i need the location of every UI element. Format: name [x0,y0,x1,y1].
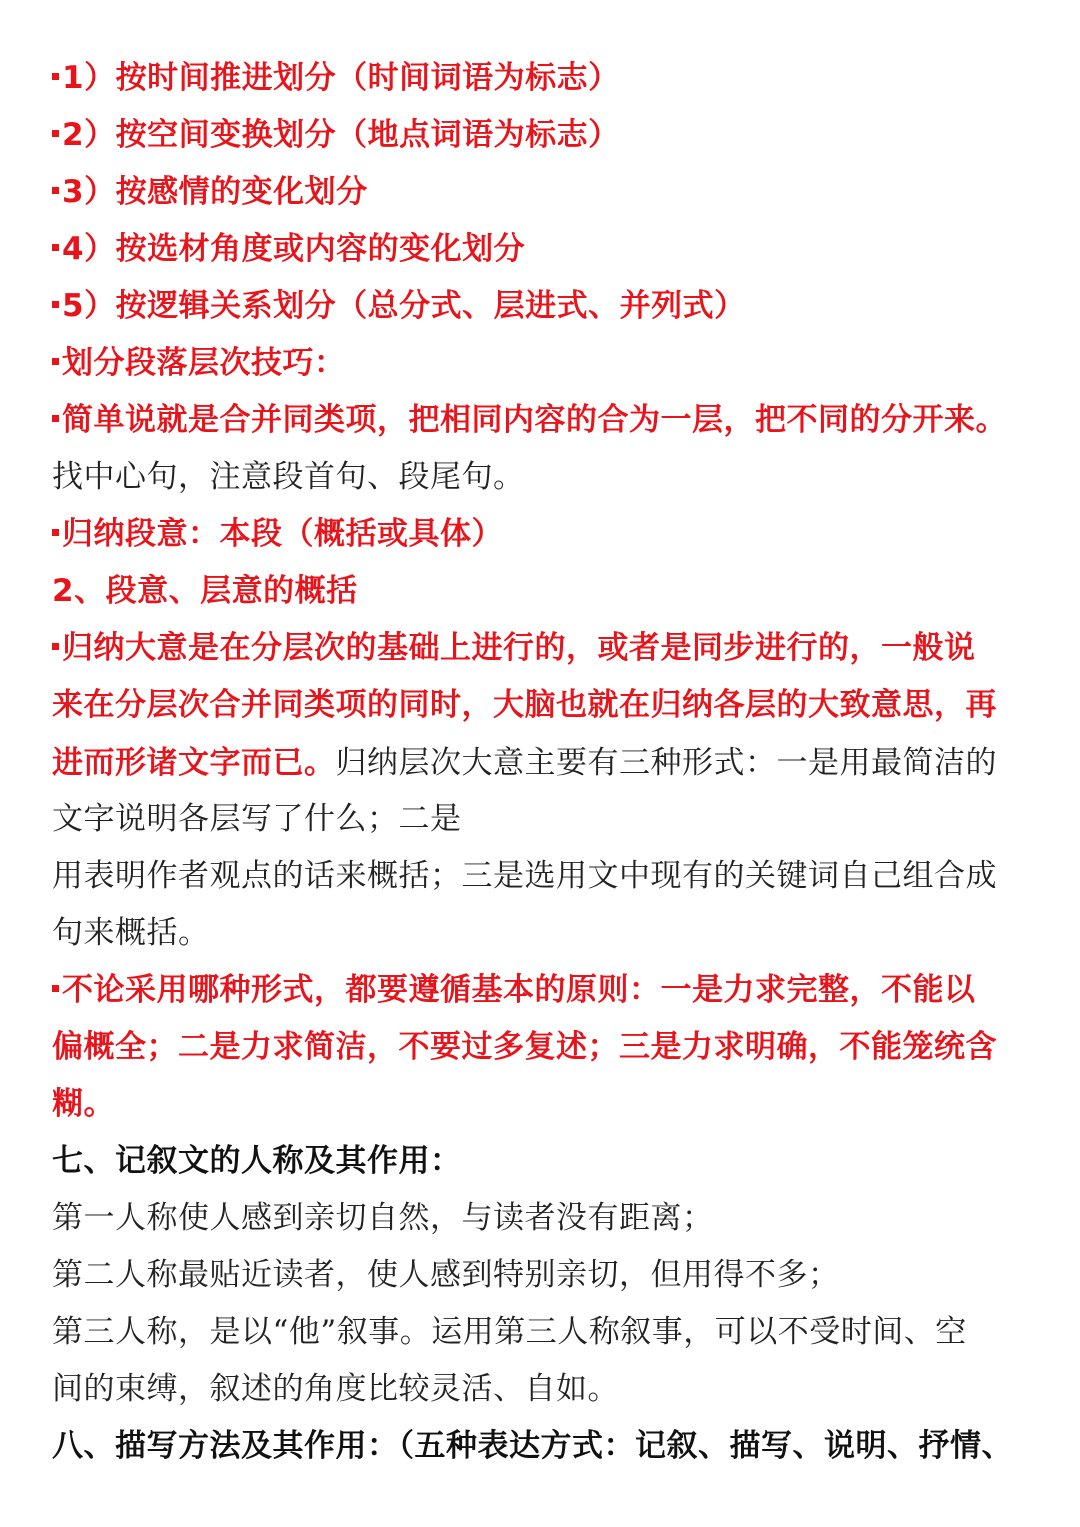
paragraph-line: 第三人称，是以“他”叙事。运用第三人称叙事，可以不受时间、空 [52,1314,967,1350]
bullet-icon [52,415,59,422]
list-item: 5）按逻辑关系划分（总分式、层进式、并列式） [52,278,1042,335]
paragraph-line: 用表明作者观点的话来概括；三是选用文中现有的关键词自己组合成 [52,858,997,894]
bullet-icon [52,985,59,992]
paragraph-line: 文字说明各层写了什么；二是 [52,801,462,837]
paragraph-line: 归纳大意是在分层次的基础上进行的，或者是同步进行的，一般说 [52,620,1042,677]
principle-line: 不论采用哪种形式，都要遵循基本的原则：一是力求完整，不能以 [52,962,1042,1019]
paragraph-line: 第二人称最贴近读者，使人感到特别亲切，但用得不多； [52,1257,840,1293]
document-page [52,50,1042,1475]
bullet-icon [52,244,59,251]
bullet-icon [52,73,59,80]
bullet-icon [52,187,59,194]
skill-line: 简单说就是合并同类项，把相同内容的合为一层，把不同的分开来。 [52,392,1042,449]
bullet-icon [52,358,59,365]
paragraph-line: 进而形诸文字而已。归纳层次大意主要有三种形式：一是用最简洁的 [52,745,997,781]
bullet-icon [52,301,59,308]
section-heading: 八、描写方法及其作用：（五种表达方式：记叙、描写、说明、抒情、 [52,1428,1013,1464]
paragraph-line: 句来概括。 [52,915,210,951]
paragraph-line: 来在分层次合并同类项的同时，大脑也就在归纳各层的大致意思，再 [52,687,997,723]
list-item: 1）按时间推进划分（时间词语为标志） [52,50,1042,107]
list-item: 4）按选材角度或内容的变化划分 [52,221,1042,278]
paragraph-line: 间的束缚，叙述的角度比较灵活、自如。 [52,1371,619,1407]
paragraph-line: 第一人称使人感到亲切自然，与读者没有距离； [52,1200,714,1236]
summary-point: 归纳段意：本段（概括或具体） [52,506,1042,563]
center-sentence-line: 找中心句，注意段首句、段尾句。 [52,459,525,495]
bullet-icon [52,529,59,536]
principle-line: 偏概全；二是力求简洁，不要过多复述；三是力求明确，不能笼统含 [52,1029,997,1065]
bullet-icon [52,130,59,137]
principle-line: 糊。 [52,1086,115,1122]
list-item: 3）按感情的变化划分 [52,164,1042,221]
bullet-icon [52,643,59,650]
section-heading: 2、段意、层意的概括 [52,573,358,609]
section-heading: 七、记叙文的人称及其作用： [52,1143,462,1179]
skills-heading: 划分段落层次技巧： [52,335,1042,392]
list-item: 2）按空间变换划分（地点词语为标志） [52,107,1042,164]
